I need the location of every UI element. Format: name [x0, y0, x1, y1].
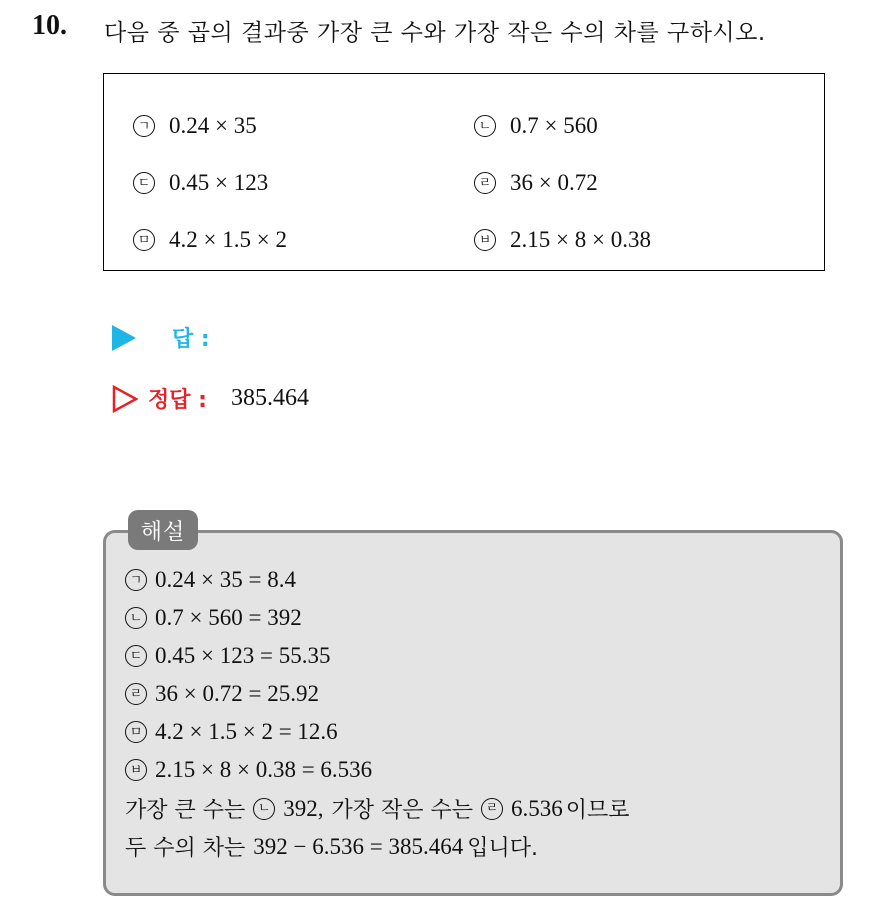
circled-marker-giyeok: ㄱ	[125, 569, 147, 591]
explanation-line-4	[125, 681, 319, 707]
answer-label: 답 :	[172, 327, 210, 352]
conclusion-text: 두 수의 차는	[125, 836, 246, 861]
circled-marker-rieul: ㄹ	[125, 683, 147, 705]
option-expression: 36 × 0.72	[510, 170, 598, 195]
explanation-line-5	[125, 719, 338, 745]
explanation-expression: 0.45 × 123 = 55.35	[155, 643, 331, 668]
circled-marker-giyeok: ㄱ	[133, 115, 155, 137]
explanation-line-3	[125, 643, 330, 669]
explanation-conclusion-2	[125, 831, 538, 862]
question-text: 다음 중 곱의 결과중 가장 큰 수와 가장 작은 수의 차를 구하시오.	[104, 20, 766, 46]
explanation-expression: 0.24 × 35 = 8.4	[155, 567, 296, 592]
circled-marker-bieup: ㅂ	[125, 759, 147, 781]
correct-answer-value: 385.464	[230, 385, 309, 411]
explanation-expression: 0.7 × 560 = 392	[155, 605, 302, 630]
option-expression: 0.7 × 560	[510, 113, 598, 138]
option-1	[133, 113, 257, 139]
option-expression: 0.24 × 35	[169, 113, 257, 138]
option-5	[133, 227, 287, 253]
option-6	[474, 227, 651, 253]
option-expression: 2.15 × 8 × 0.38	[510, 227, 651, 252]
explanation-expression: 4.2 × 1.5 × 2 = 12.6	[155, 719, 338, 744]
answer-row	[112, 322, 210, 353]
correct-answer-label: 정답 :	[148, 388, 207, 413]
option-expression: 4.2 × 1.5 × 2	[169, 227, 287, 252]
option-expression: 0.45 × 123	[169, 170, 269, 195]
circled-marker-mieum: ㅁ	[133, 229, 155, 251]
circled-marker-bieup: ㅂ	[474, 229, 496, 251]
option-4	[474, 170, 598, 196]
circled-marker-rieul: ㄹ	[474, 172, 496, 194]
circled-marker-rieul: ㄹ	[481, 798, 503, 820]
outline-triangle-icon	[112, 385, 138, 413]
circled-marker-digeut: ㄷ	[133, 172, 155, 194]
explanation-line-6	[125, 757, 372, 783]
explanation-line-2	[125, 605, 302, 631]
explanation-expression: 2.15 × 8 × 0.38 = 6.536	[155, 757, 373, 782]
option-3	[133, 170, 268, 196]
explanation-expression: 36 × 0.72 = 25.92	[155, 681, 319, 706]
circled-marker-digeut: ㄷ	[125, 645, 147, 667]
conclusion-text: 가장 작은 수는	[331, 798, 473, 823]
explanation-line-1	[125, 567, 296, 593]
explanation-tab: 해설	[128, 510, 198, 550]
correct-answer-row	[112, 383, 309, 414]
conclusion-text: 이므로	[565, 798, 630, 823]
option-2	[474, 113, 598, 139]
circled-marker-nieun: ㄴ	[125, 607, 147, 629]
explanation-conclusion-1	[125, 793, 630, 824]
circled-marker-nieun: ㄴ	[474, 115, 496, 137]
conclusion-text: 가장 큰 수는	[125, 798, 246, 823]
play-triangle-icon	[112, 325, 136, 351]
circled-marker-mieum: ㅁ	[125, 721, 147, 743]
conclusion-expression: 392 − 6.536 = 385.464	[253, 833, 464, 859]
conclusion-number: 6.536	[511, 795, 563, 821]
conclusion-text: 입니다.	[467, 836, 538, 861]
question-number: 10.	[32, 10, 67, 41]
circled-marker-nieun: ㄴ	[253, 798, 275, 820]
conclusion-number: 392,	[283, 795, 324, 821]
